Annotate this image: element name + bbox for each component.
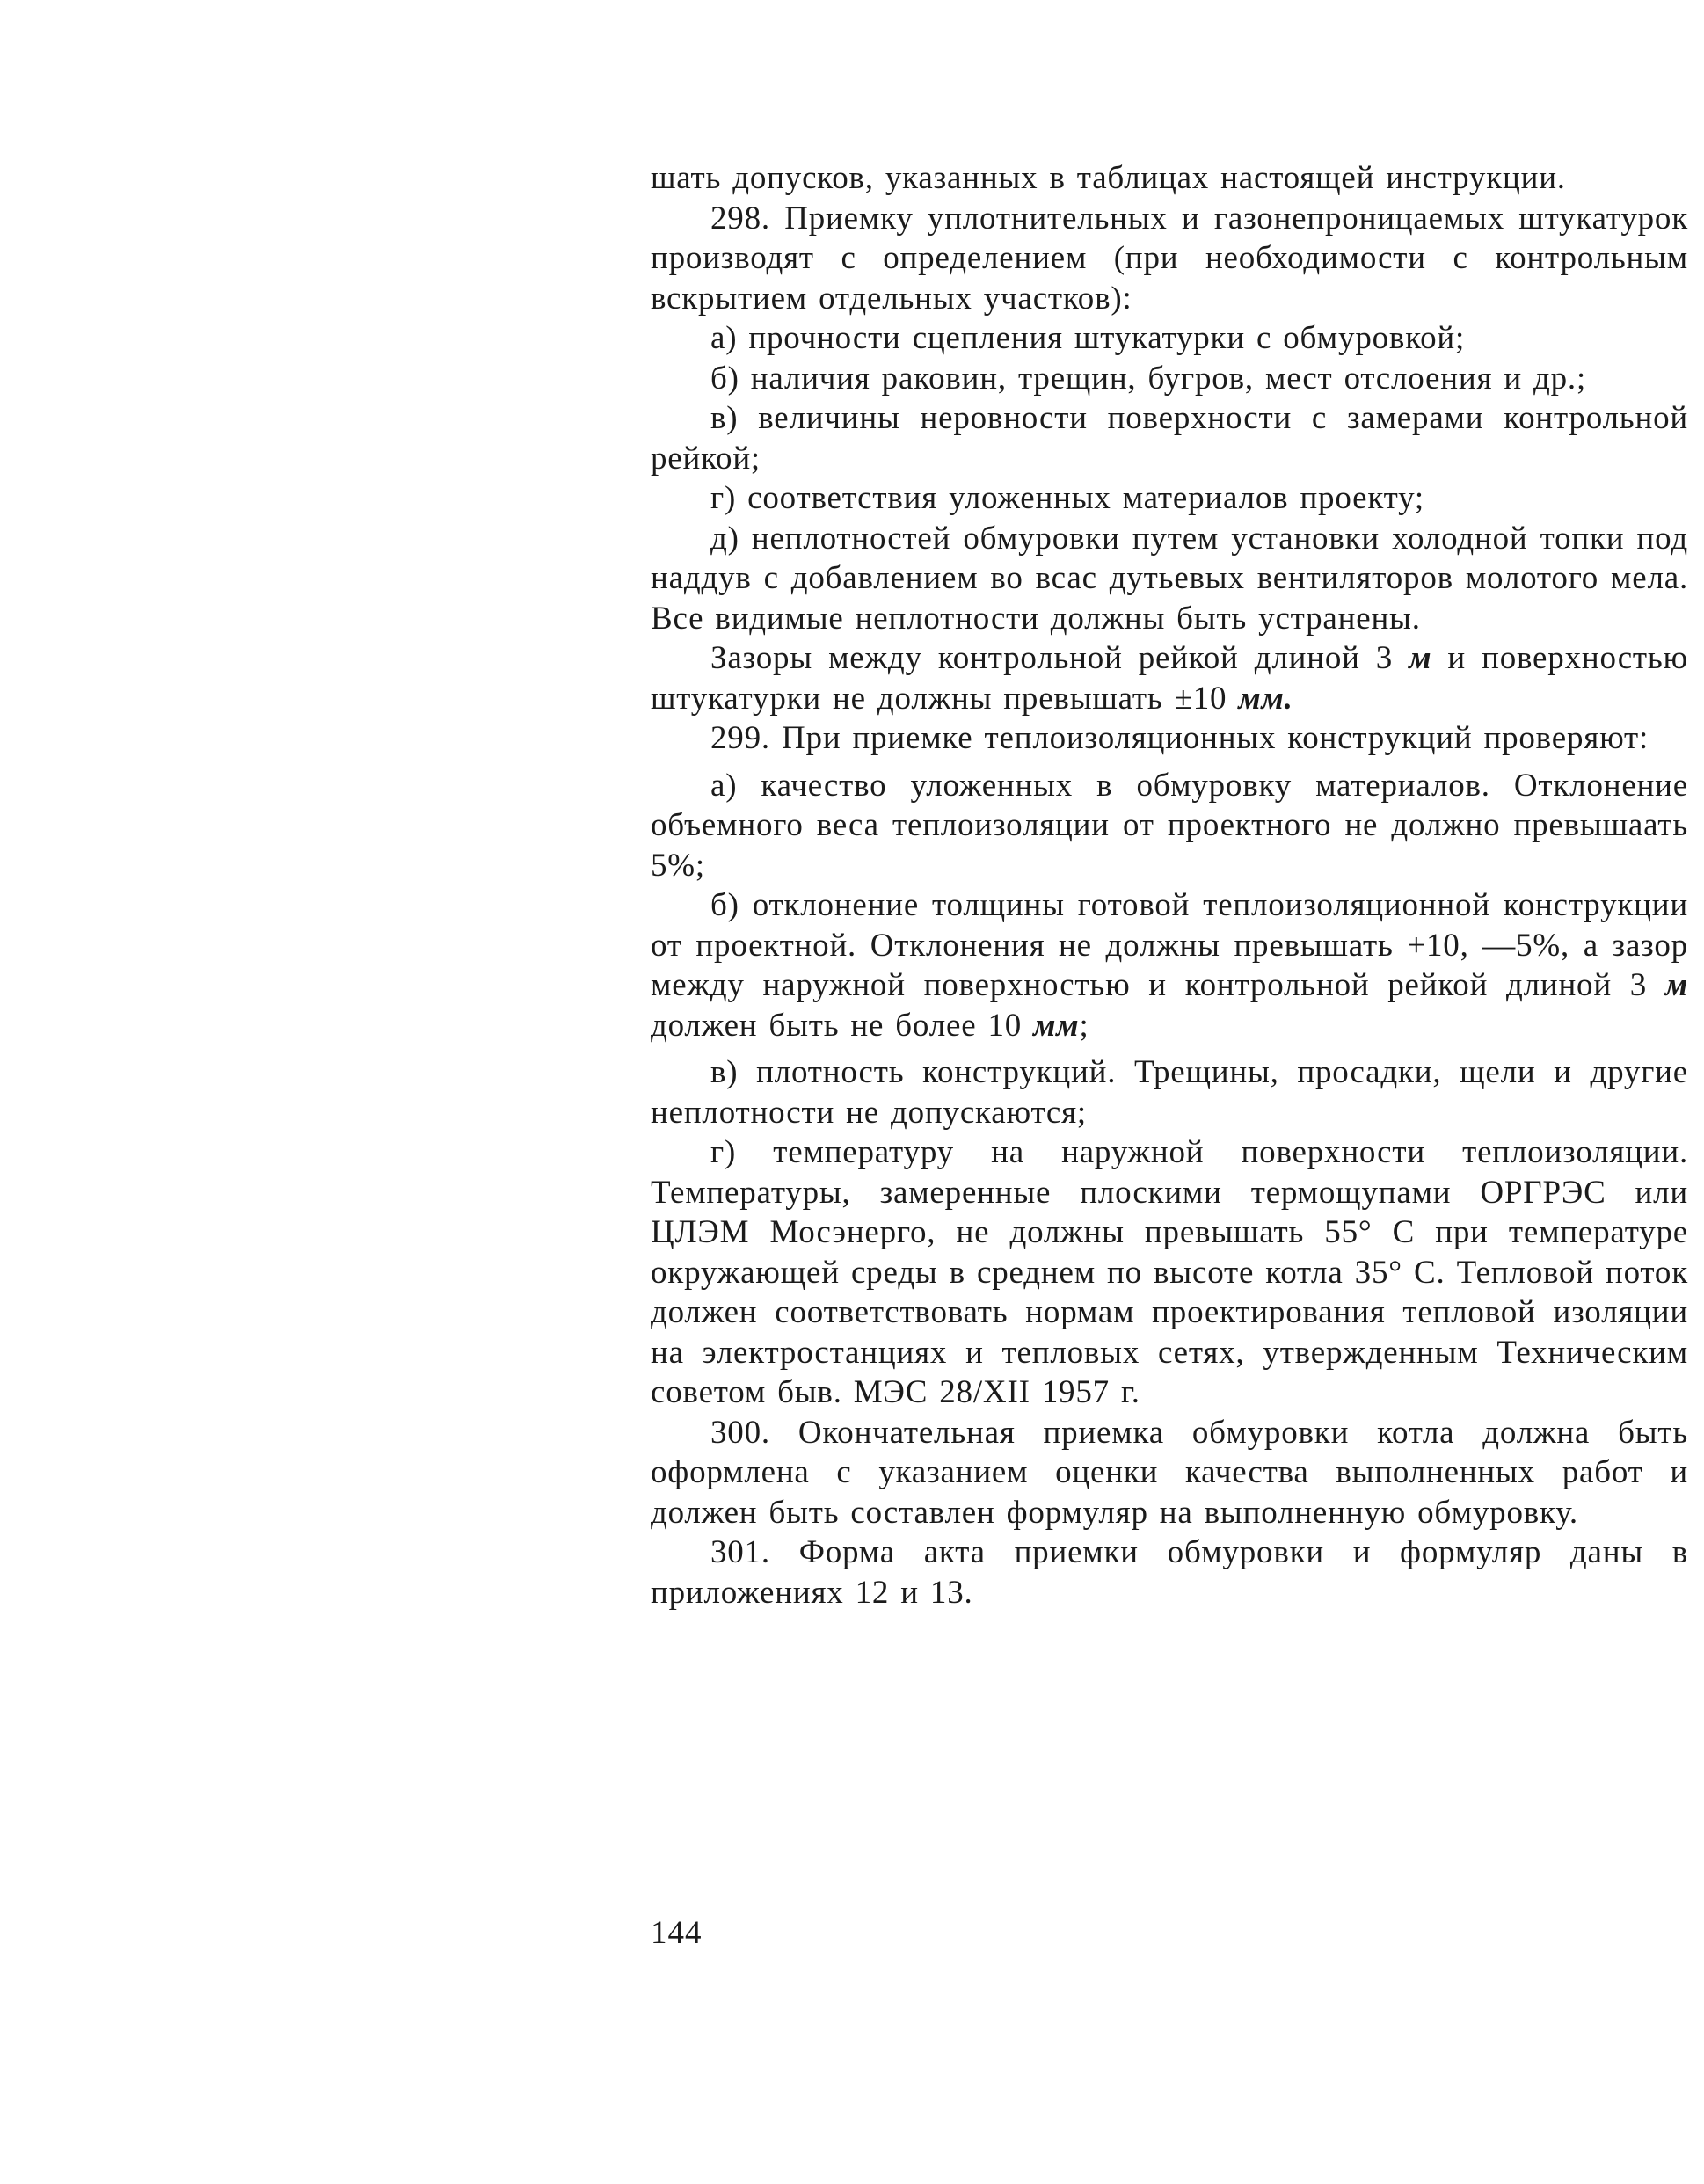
paragraph-300: 300. Окончательная приемка обмуровки котла должна быть оформлена с указанием оценки качества выполненных работ и должен быть составлен формуляр на выполненную обмуровку.	[651, 1414, 1688, 1531]
paragraph-continuation: шать допусков, указанных в таблицах настоящей инструкции.	[651, 160, 1566, 196]
unit-meter: м	[1409, 640, 1432, 676]
thickness-text-middle: должен быть не более 10	[651, 1007, 1034, 1044]
page-number: 144	[651, 1915, 703, 1951]
list-item-a-quality: а) качество уложенных в обмуровку материалов. Отклонение объемного веса теплоизоляции от проектного не должно превышаать 5%;	[651, 767, 1688, 884]
paragraph-298: 298. Приемку уплотнительных и газонепроницаемых штукатурок производят с определением (при необходимости с контрольным вскрытием отдельных участков):	[651, 200, 1688, 317]
list-item-v-density: в) плотность конструкций. Трещины, просадки, щели и другие неплотности не допускаются;	[651, 1054, 1688, 1131]
list-item-b-defects: б) наличия раковин, трещин, бугров, мест отслоения и др.;	[710, 360, 1587, 397]
document-body	[651, 158, 1688, 1613]
thickness-text-before: б) отклонение толщины готовой теплоизоляционной конструкции от проектной. Отклонения не должны превышать +10, —5%, а зазор между наружной поверхностью и контрольной рейкой длиной 3	[651, 887, 1688, 1003]
gaps-text-before: Зазоры между контрольной рейкой длиной 3	[710, 640, 1409, 676]
gaps-text-middle: и поверхностью штукатурки не должны превышать ±10	[651, 640, 1689, 717]
unit-millimeter: мм	[1033, 1007, 1080, 1044]
list-item-g-temperature: г) температуру на наружной поверхности теплоизоляции. Температуры, замеренные плоскими термощупами ОРГРЭС или ЦЛЭМ Мосэнерго, не должны превышать 55° С при температуре окружающей среды в среднем по высоте котла 35° С. Тепловой поток должен соответствовать нормам проектирования тепловой изоляции на электростанциях и тепловых сетях, утвержденным Техническим советом быв. МЭС 28/XII 1957 г.	[651, 1134, 1688, 1410]
thickness-text-after: ;	[1079, 1007, 1089, 1044]
paragraph-gaps	[651, 638, 1688, 718]
list-item-b-thickness	[651, 885, 1688, 1045]
unit-meter: м	[1664, 967, 1688, 1003]
list-item-v-unevenness: в) величины неровности поверхности с замерами контрольной рейкой;	[651, 400, 1688, 477]
unit-millimeter: мм.	[1238, 680, 1293, 717]
list-item-g-materials: г) соответствия уложенных материалов проекту;	[710, 480, 1424, 516]
list-item-d-leaks: д) неплотностей обмуровки путем установки холодной топки под наддув с добавлением во всас дутьевых вентиляторов молотого мела. Все видимые неплотности должны быть устранены.	[651, 520, 1688, 637]
paragraph-301: 301. Форма акта приемки обмуровки и формуляр даны в приложениях 12 и 13.	[651, 1534, 1688, 1611]
paragraph-299: 299. При приемке теплоизоляционных конструкций проверяют:	[710, 720, 1649, 756]
list-item-a-adhesion: а) прочности сцепления штукатурки с обмуровкой;	[710, 320, 1466, 356]
